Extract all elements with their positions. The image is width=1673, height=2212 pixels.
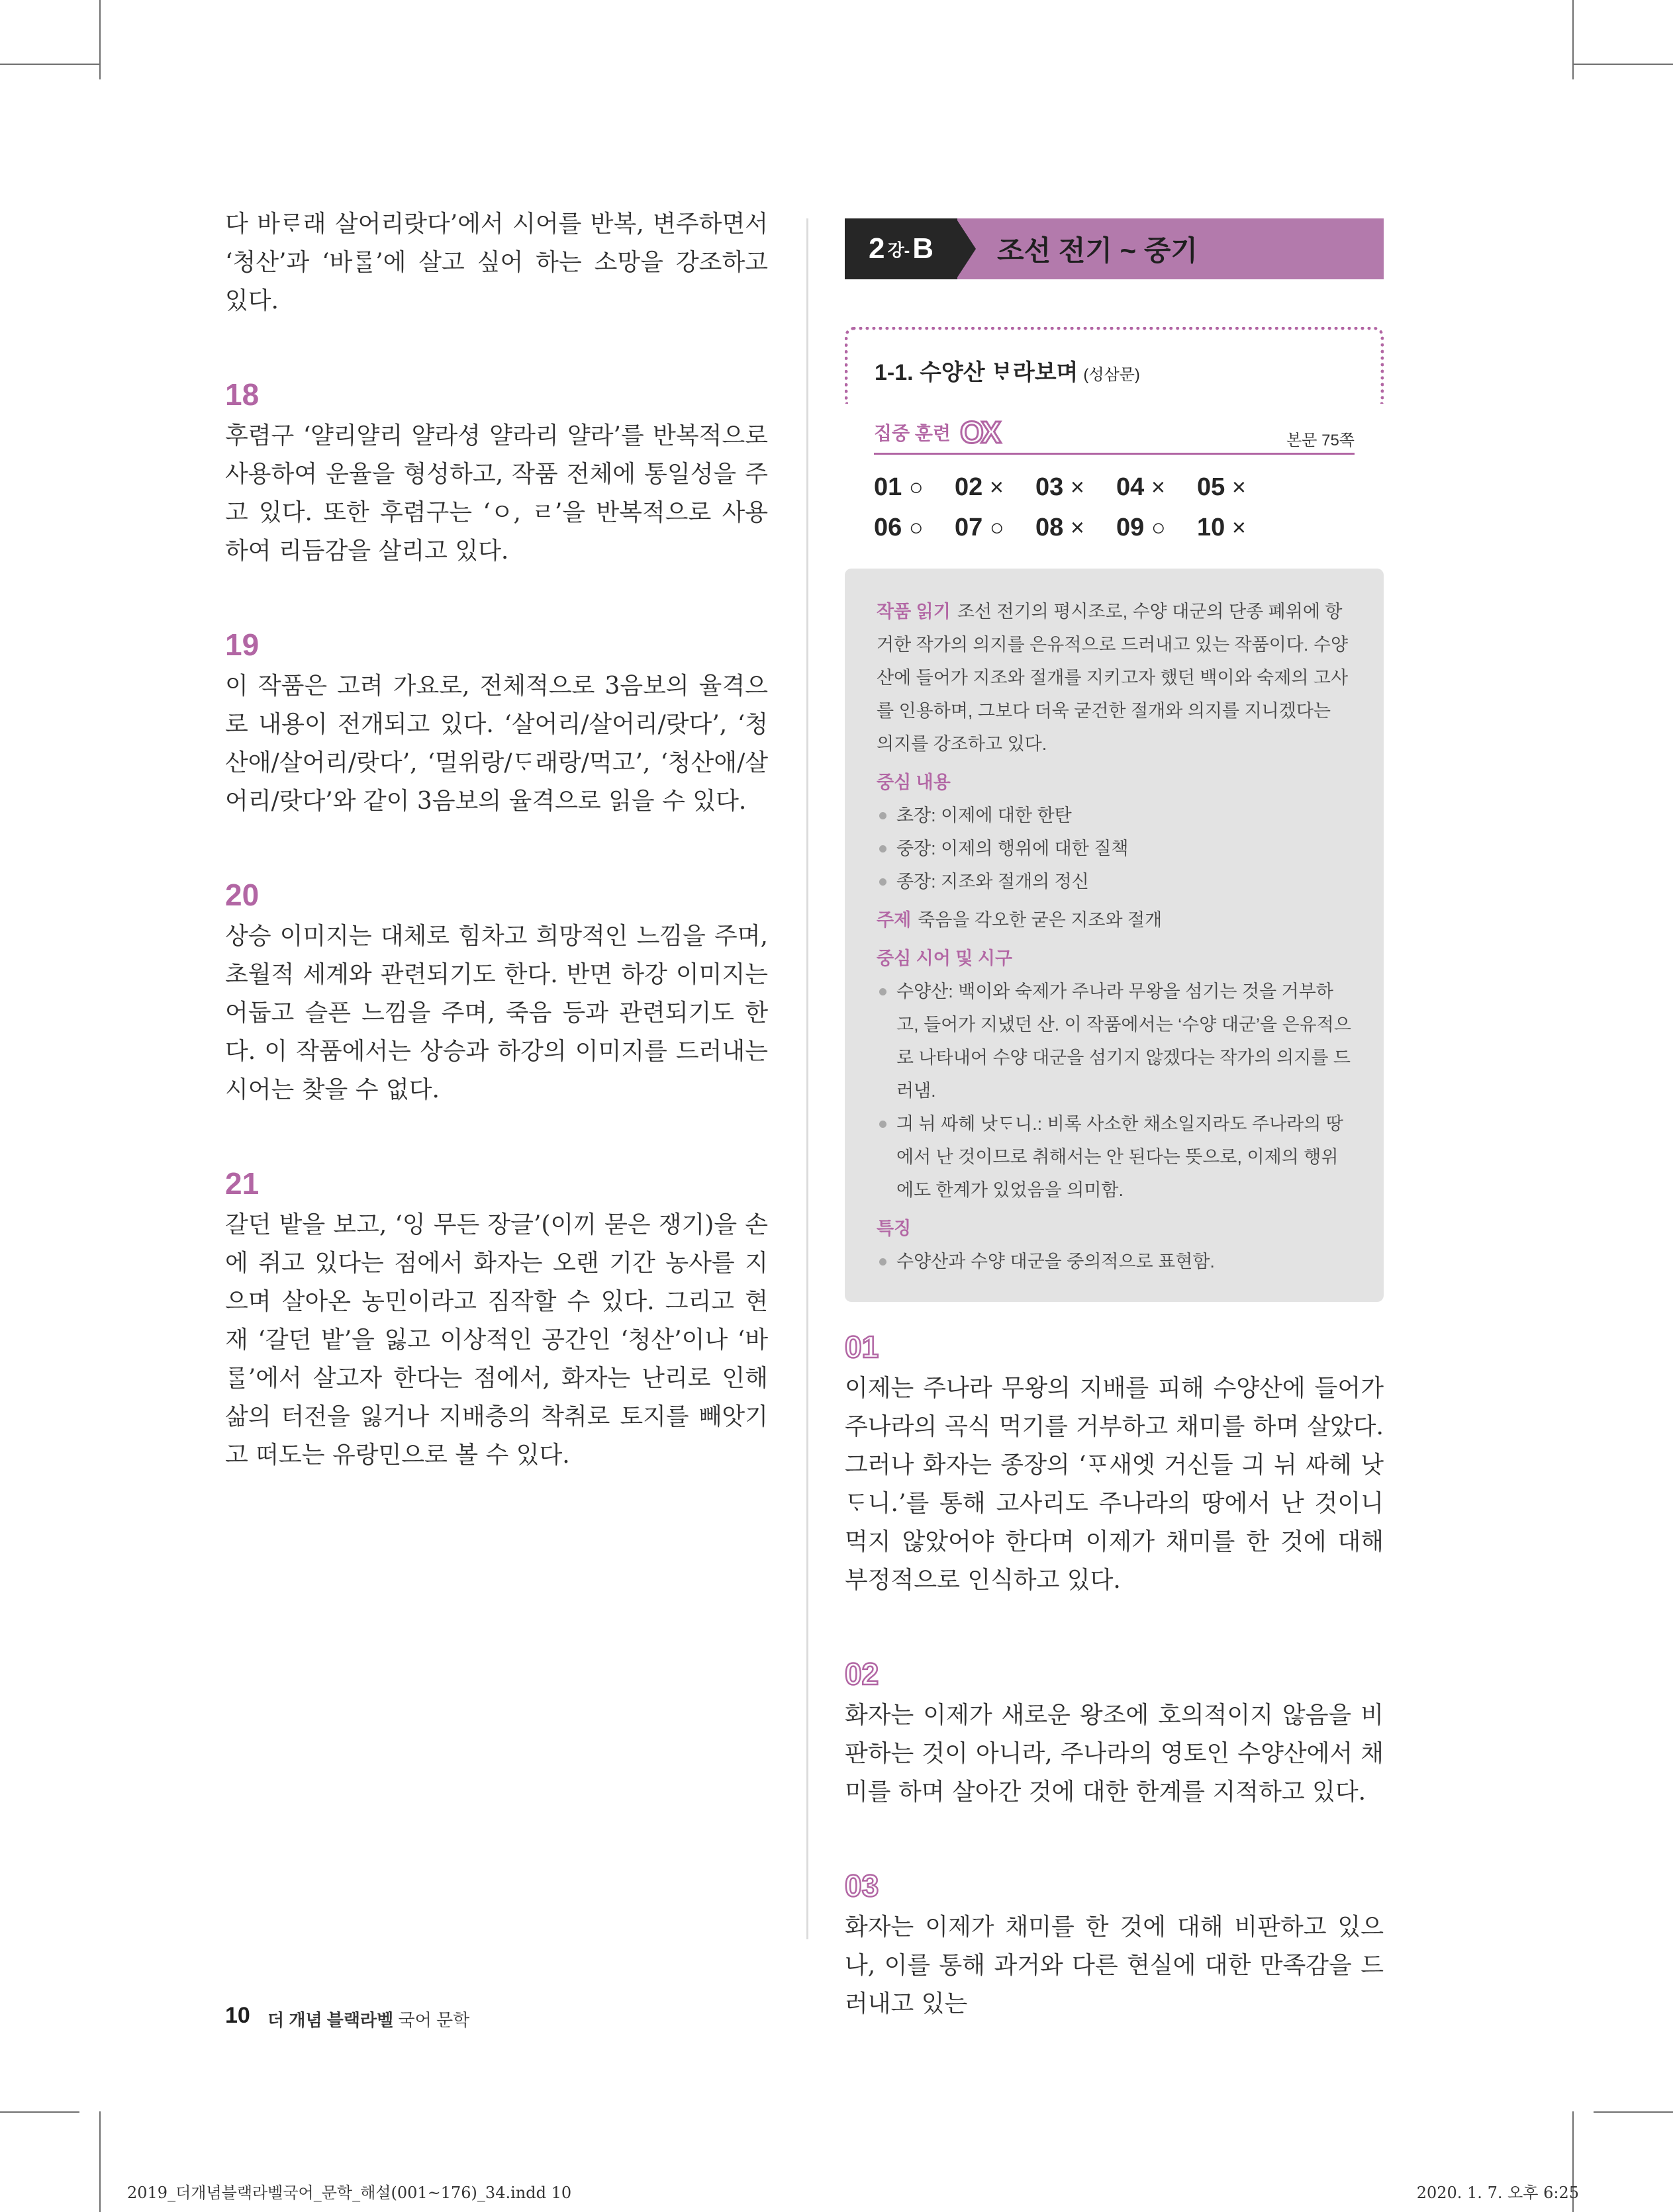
book-title: 더 개념 블랙라벨 국어 문학 <box>267 2010 470 2030</box>
feature-item: 수양산과 수양 대군을 중의적으로 표현함. <box>877 1245 1352 1278</box>
answer-item: 06 ○ <box>874 514 924 541</box>
intro-paragraph: 다 바ᄅᆞ래 살어리랏다’에서 시어를 반복, 변주하면서 ‘청산’과 ‘바ᄅᆞᆯ’에 살고 싶어 하는 소망을 강조하고 있다. <box>225 210 768 314</box>
question-text: 이제는 주나라 무왕의 지배를 피해 수양산에 들어가 주나라의 곡식 먹기를 거부하고 채미를 하며 살았다. 그러나 화자는 종장의 ‘ᄑᆞ새엣 거신들 긔 뉘 ᄯᅡ헤 낫ᄃᆞ니.’를 통해 고사리도 주나라의 땅에서 난 것이니 먹지 않았어야 한다며 이제가 채미를 한 것에 대해 부정적으로 인식하고 있다. <box>845 1375 1384 1594</box>
work-title: 1-1. 수양산 ᄇᆞ라보며 <box>875 360 1078 385</box>
reading-text: 조선 전기의 평시조로, 수양 대군의 단종 폐위에 항거한 작가의 의지를 은유적으로 드러내고 있는 작품이다. 수양산에 들어가 지조와 절개를 지키고자 했던 백이와 숙제의 고사를 인용하며, 그보다 더욱 굳건한 절개와 의지를 지니겠다는 의지를 강조하고 있다. <box>877 602 1349 754</box>
phrase-item: 수양산: 백이와 숙제가 주나라 무왕을 섬기는 것을 거부하고, 들어가 지냈던 산. 이 작품에서는 ‘수양 대군’을 은유적으로 나타내어 수양 대군을 섬기지 않겠다는 작가의 의지를 드러냄. <box>877 975 1352 1107</box>
question-20 <box>225 876 768 1109</box>
crop-mark <box>1574 64 1673 65</box>
content-item: 종장: 지조와 절개의 정신 <box>877 865 1352 898</box>
reading-section <box>877 595 1352 760</box>
print-slug-timestamp: 2020. 1. 7. 오후 6:25 <box>1416 2184 1579 2202</box>
answer-item: 07 ○ <box>955 514 1004 541</box>
crop-mark <box>99 2111 101 2212</box>
phrases-label: 중심 시어 및 시구 <box>877 948 1013 968</box>
unit-title: 조선 전기 ~ 중기 <box>957 218 1384 279</box>
content-item: 초장: 이제에 대한 한탄 <box>877 799 1352 832</box>
page-number: 10 <box>225 2003 250 2028</box>
answer-item: 02 × <box>955 473 1004 501</box>
answer-item: 01 ○ <box>874 473 924 501</box>
unit-banner <box>845 218 1384 279</box>
answer-item: 09 ○ <box>1116 514 1166 541</box>
answer-item: 08 × <box>1035 514 1084 541</box>
unit-label: 2 강- B <box>845 218 957 279</box>
question-01 <box>845 1328 1384 1600</box>
crop-mark <box>1572 0 1574 79</box>
question-number: 21 <box>225 1166 260 1201</box>
theme-label: 주제 <box>877 910 912 930</box>
work-title-box <box>845 327 1384 404</box>
question-21 <box>225 1165 768 1475</box>
question-text: 상승 이미지는 대체로 힘차고 희망적인 느낌을 주며, 초월적 세계와 관련되기도 한다. 반면 하강 이미지는 어둡고 슬픈 느낌을 주며, 죽음 등과 관련되기도 한다. 이 작품에서는 상승과 하강의 이미지를 드러내는 시어는 찾을 수 없다. <box>225 923 768 1103</box>
banner-arrow <box>956 218 976 279</box>
question-number: 01 <box>845 1330 879 1364</box>
content-label: 중심 내용 <box>877 772 951 792</box>
question-18 <box>225 376 768 571</box>
training-label: 집중 훈련 OX <box>874 415 999 449</box>
question-text: 후렴구 ‘얄리얄리 얄라셩 얄라리 얄라’를 반복적으로 사용하여 운율을 형성하고, 작품 전체에 통일성을 주고 있다. 또한 후렴구는 ‘ㅇ, ㄹ’을 반복적으로 사용하여 리듬감을 살리고 있다. <box>225 422 768 565</box>
reading-label: 작품 읽기 <box>877 602 951 622</box>
question-number: 20 <box>225 878 260 912</box>
question-number: 19 <box>225 627 260 662</box>
question-text: 화자는 이제가 채미를 한 것에 대해 비판하고 있으나, 이를 통해 과거와 다른 현실에 대한 만족감을 드러내고 있는 <box>845 1913 1384 2017</box>
answer-list <box>874 473 1355 542</box>
question-number: 02 <box>845 1657 879 1691</box>
crop-mark <box>1594 2111 1673 2113</box>
crop-mark <box>99 0 101 79</box>
right-column <box>845 218 1384 2023</box>
work-author: (성삼문) <box>1083 366 1140 384</box>
column-divider <box>806 218 808 1939</box>
question-text: 화자는 이제가 새로운 왕조에 호의적이지 않음을 비판하는 것이 아니라, 주나라의 영토인 수양산에서 채미를 하며 살아간 것에 대한 한계를 지적하고 있다. <box>845 1702 1384 1806</box>
question-02 <box>845 1655 1384 1812</box>
answer-item: 03 × <box>1035 473 1084 501</box>
work-summary-box <box>845 569 1384 1302</box>
print-slug-file: 2019_더개념블랙라벨국어_문학_해설(001~176)_34.indd 10 <box>127 2184 572 2202</box>
question-number: 18 <box>225 377 260 412</box>
content-item: 중장: 이제의 행위에 대한 질책 <box>877 832 1352 865</box>
answer-item: 10 × <box>1197 514 1246 541</box>
left-column <box>225 205 768 1475</box>
question-text: 갈던 밭을 보고, ‘잉 무든 장글’(이끼 묻은 쟁기)을 손에 쥐고 있다는 점에서 화자는 오랜 기간 농사를 지으며 살아온 농민이라고 짐작할 수 있다. 그리고 현재 ‘갈던 밭’을 잃고 이상적인 공간인 ‘청산’이나 ‘바ᄅᆞᆯ’에서 살고자 한다는 점에서, 화자는 난리로 인해 삶의 터전을 잃거나 지배층의 착취로 토지를 빼앗기고 떠도는 유랑민으로 볼 수 있다. <box>225 1211 768 1469</box>
training-header <box>874 404 1355 455</box>
question-number: 03 <box>845 1868 879 1903</box>
feature-label: 특징 <box>877 1219 912 1238</box>
phrase-item: 긔 뉘 ᄯᅡ헤 낫ᄃᆞ니.: 비록 사소한 채소일지라도 주나라의 땅에서 난 것이므로 취해서는 안 된다는 뜻으로, 이제의 행위에도 한계가 있었음을 의미함. <box>877 1107 1352 1207</box>
page-reference: 본문 75쪽 <box>1286 432 1355 449</box>
ox-icon: OX <box>959 415 999 449</box>
theme-section <box>877 903 1352 937</box>
question-text: 이 작품은 고려 가요로, 전체적으로 3음보의 율격으로 내용이 전개되고 있다. ‘살어리/살어리/랏다’, ‘청산애/살어리/랏다’, ‘멀위랑/ᄃᆞ래랑/먹고’, ‘청산애/살어리/랏다’와 같이 3음보의 율격으로 읽을 수 있다. <box>225 672 768 815</box>
answer-item: 04 × <box>1116 473 1165 501</box>
theme-text: 죽음을 각오한 굳은 지조와 절개 <box>918 910 1163 930</box>
crop-mark <box>0 2111 79 2113</box>
question-19 <box>225 626 768 821</box>
question-03 <box>845 1867 1384 2023</box>
answer-item: 05 × <box>1197 473 1246 501</box>
crop-mark <box>0 64 99 65</box>
